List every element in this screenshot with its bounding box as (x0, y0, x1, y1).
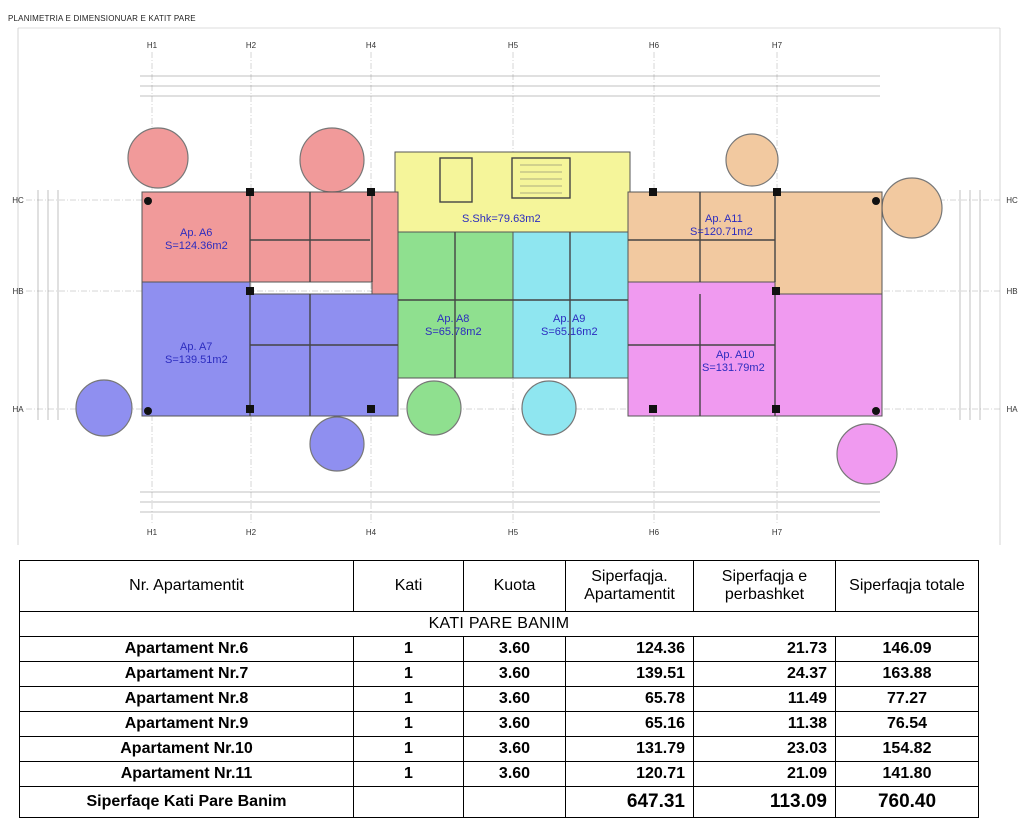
row-total-area: 163.88 (836, 662, 979, 687)
section-row (20, 612, 979, 637)
row-apartment-name: Apartament Nr.8 (20, 687, 354, 712)
row-apartment-area: 139.51 (566, 662, 694, 687)
svg-text:H6: H6 (648, 41, 660, 50)
header-kuota: Kuota (464, 561, 566, 612)
table-row (20, 662, 979, 687)
balcony-a6-left (128, 128, 188, 188)
svg-text:HB: HB (1006, 287, 1018, 296)
row-common-area: 11.38 (694, 712, 836, 737)
table-header-row (20, 561, 979, 612)
svg-text:H7: H7 (771, 41, 783, 50)
row-kuota: 3.60 (464, 737, 566, 762)
row-kati: 1 (354, 687, 464, 712)
apartment-a9-area: S=65.16m2 (541, 326, 598, 338)
row-apartment-area: 65.78 (566, 687, 694, 712)
apartment-a9-name: Ap. A9 (553, 313, 586, 325)
apartment-a7-name: Ap. A7 (180, 341, 213, 353)
row-apartment-area: 124.36 (566, 637, 694, 662)
row-apartment-name: Apartament Nr.11 (20, 762, 354, 787)
apartment-a10-name: Ap. A10 (716, 349, 755, 361)
svg-text:H1: H1 (146, 41, 158, 50)
total-apartment-area: 647.31 (566, 787, 694, 818)
row-kati: 1 (354, 637, 464, 662)
area-table-container (19, 560, 979, 818)
balcony-a6-top (300, 128, 364, 192)
balcony-a9 (522, 381, 576, 435)
row-common-area: 24.37 (694, 662, 836, 687)
header-siperfaqja-apartamentit: Siperfaqja. Apartamentit (566, 561, 694, 612)
row-kati: 1 (354, 762, 464, 787)
header-siperfaqja-perbashket: Siperfaqja e perbashket (694, 561, 836, 612)
section-label: KATI PARE BANIM (20, 612, 979, 637)
balcony-a10-bottom (837, 424, 897, 484)
svg-text:HA: HA (12, 405, 24, 414)
row-common-area: 23.03 (694, 737, 836, 762)
total-label: Siperfaqe Kati Pare Banim (20, 787, 354, 818)
balcony-a7-left (76, 380, 132, 436)
svg-text:HC: HC (12, 196, 24, 205)
table-row (20, 712, 979, 737)
row-total-area: 154.82 (836, 737, 979, 762)
total-area: 760.40 (836, 787, 979, 818)
total-row (20, 787, 979, 818)
row-total-area: 76.54 (836, 712, 979, 737)
header-kati: Kati (354, 561, 464, 612)
svg-text:H1: H1 (146, 528, 158, 537)
row-common-area: 21.73 (694, 637, 836, 662)
row-kuota: 3.60 (464, 712, 566, 737)
row-apartment-area: 120.71 (566, 762, 694, 787)
row-kuota: 3.60 (464, 762, 566, 787)
apartment-a6-area: S=124.36m2 (165, 240, 228, 252)
row-kuota: 3.60 (464, 637, 566, 662)
svg-text:H2: H2 (245, 41, 257, 50)
common-area-label: S.Shk=79.63m2 (462, 213, 541, 225)
table-row (20, 762, 979, 787)
row-apartment-name: Apartament Nr.9 (20, 712, 354, 737)
row-apartment-name: Apartament Nr.10 (20, 737, 354, 762)
row-apartment-area: 65.16 (566, 712, 694, 737)
total-common-area: 113.09 (694, 787, 836, 818)
svg-text:H2: H2 (245, 528, 257, 537)
header-nr: Nr. Apartamentit (20, 561, 354, 612)
svg-text:H7: H7 (771, 528, 783, 537)
svg-text:HC: HC (1006, 196, 1018, 205)
svg-text:H4: H4 (365, 41, 377, 50)
balcony-a11-right (882, 178, 942, 238)
row-kati: 1 (354, 737, 464, 762)
apartment-a6-name: Ap. A6 (180, 227, 213, 239)
row-common-area: 21.09 (694, 762, 836, 787)
balcony-a8 (407, 381, 461, 435)
apartment-a7-area: S=139.51m2 (165, 354, 228, 366)
row-kati: 1 (354, 712, 464, 737)
svg-text:HB: HB (12, 287, 24, 296)
svg-text:HA: HA (1006, 405, 1018, 414)
row-kuota: 3.60 (464, 687, 566, 712)
balcony-a7-bottom (310, 417, 364, 471)
area-table (19, 560, 979, 818)
row-apartment-area: 131.79 (566, 737, 694, 762)
row-kuota: 3.60 (464, 662, 566, 687)
row-common-area: 11.49 (694, 687, 836, 712)
table-row (20, 737, 979, 762)
apartment-a10-fill (628, 282, 882, 416)
svg-text:H5: H5 (507, 41, 519, 50)
row-total-area: 141.80 (836, 762, 979, 787)
row-apartment-name: Apartament Nr.6 (20, 637, 354, 662)
total-kati (354, 787, 464, 818)
row-total-area: 146.09 (836, 637, 979, 662)
row-apartment-name: Apartament Nr.7 (20, 662, 354, 687)
row-total-area: 77.27 (836, 687, 979, 712)
balcony-a11-top (726, 134, 778, 186)
apartment-a8-area: S=65.78m2 (425, 326, 482, 338)
table-row (20, 637, 979, 662)
apartment-a11-area: S=120.71m2 (690, 226, 753, 238)
svg-text:H4: H4 (365, 528, 377, 537)
apartment-a10-area: S=131.79m2 (702, 362, 765, 374)
header-siperfaqja-totale: Siperfaqja totale (836, 561, 979, 612)
apartment-a11-fill (628, 192, 882, 294)
svg-text:H6: H6 (648, 528, 660, 537)
sheet-title: PLANIMETRIA E DIMENSIONUAR E KATIT PARE (8, 14, 196, 23)
table-body (20, 637, 979, 787)
row-kati: 1 (354, 662, 464, 687)
total-kuota (464, 787, 566, 818)
svg-text:H5: H5 (507, 528, 519, 537)
apartment-a8-name: Ap. A8 (437, 313, 470, 325)
apartment-a11-name: Ap. A11 (705, 213, 743, 225)
table-row (20, 687, 979, 712)
